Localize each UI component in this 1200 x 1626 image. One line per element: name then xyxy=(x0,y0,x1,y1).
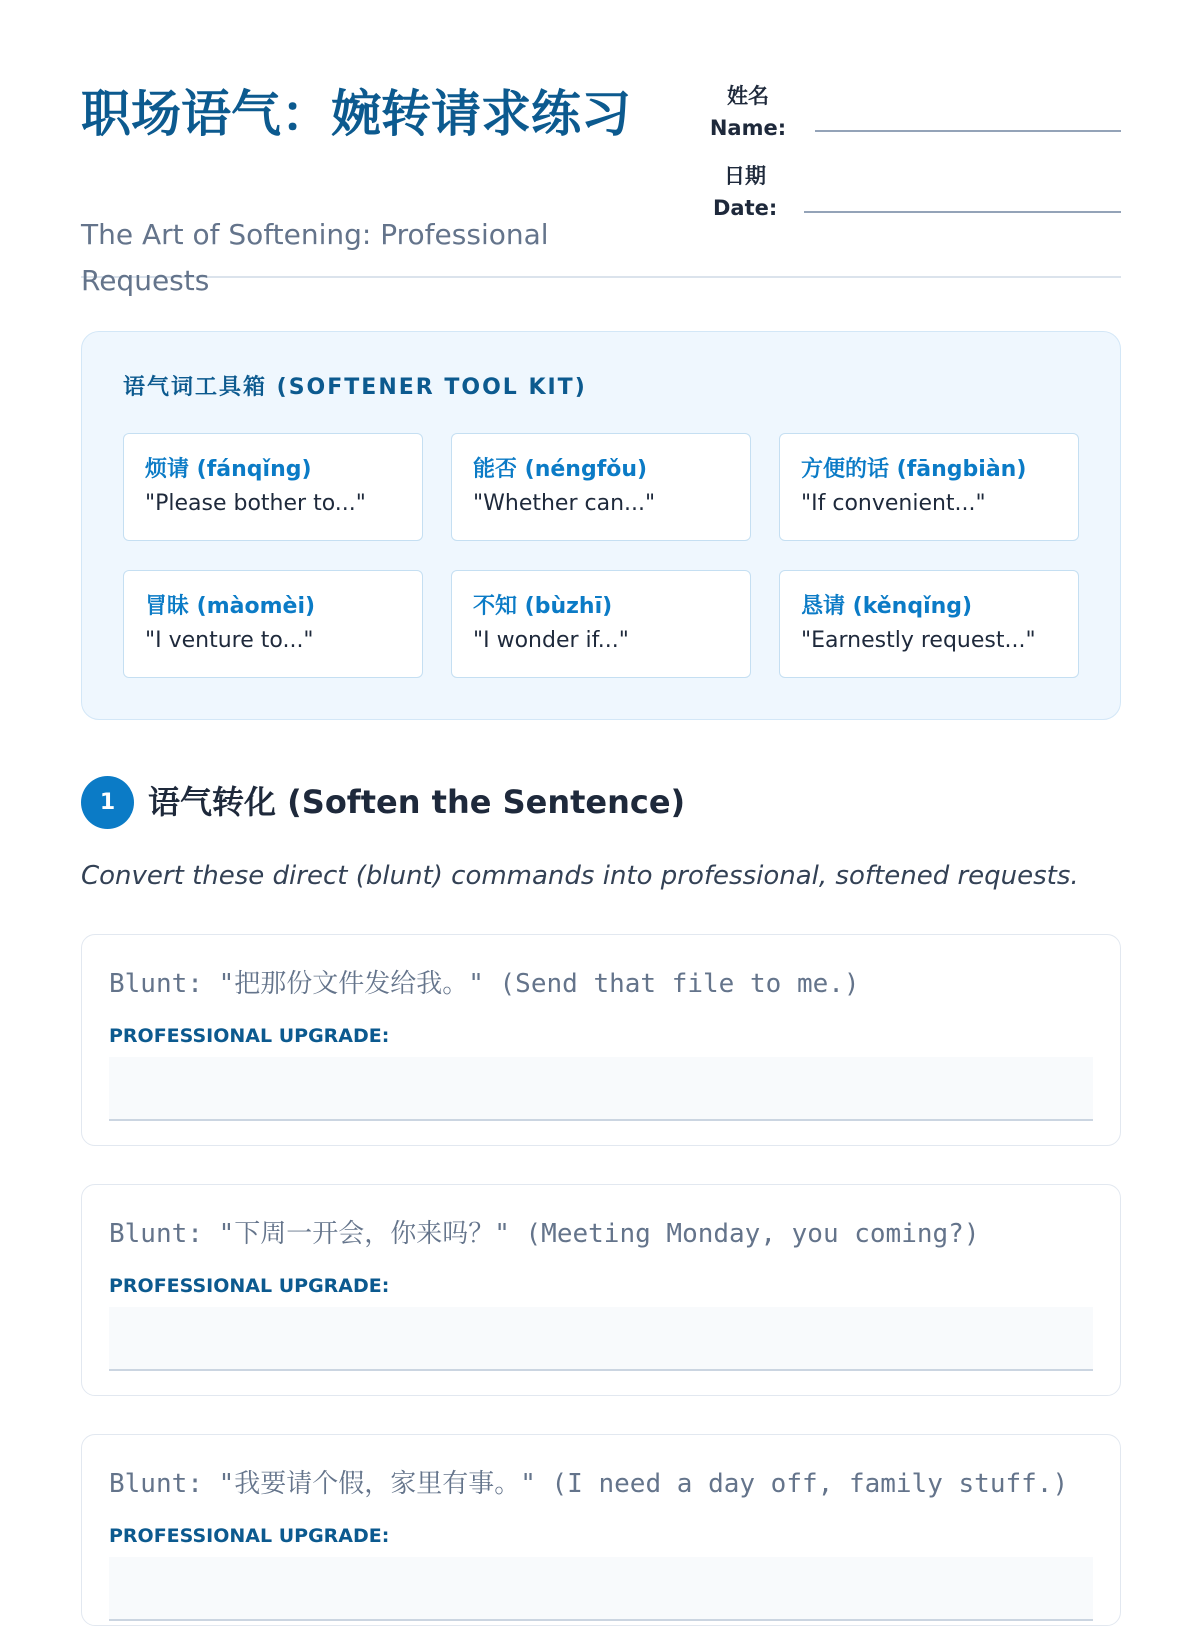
term-meaning: "I venture to..." xyxy=(145,628,314,653)
date-label xyxy=(713,160,777,224)
term-word: 烦请 (fánqǐng) xyxy=(145,457,312,482)
answer-input[interactable] xyxy=(109,1307,1093,1371)
name-label-en: Name: xyxy=(709,116,787,140)
exercise-card xyxy=(81,1184,1121,1396)
date-label-zh: 日期 xyxy=(724,164,766,188)
term-word: 恳请 (kěnqǐng) xyxy=(801,594,973,619)
term-meaning: "Earnestly request..." xyxy=(801,628,1036,653)
section-number-badge: 1 xyxy=(81,776,134,829)
blunt-sentence: Blunt: "下周一开会，你来吗？" (Meeting Monday, you coming?) xyxy=(109,1219,980,1249)
softener-toolkit xyxy=(81,331,1121,720)
toolkit-term-card xyxy=(123,570,423,678)
toolkit-term-card xyxy=(451,433,751,541)
exercise-card xyxy=(81,934,1121,1146)
date-input-line[interactable] xyxy=(804,211,1121,213)
answer-input[interactable] xyxy=(109,1057,1093,1121)
name-label-zh: 姓名 xyxy=(727,84,769,108)
term-meaning: "I wonder if..." xyxy=(473,628,629,653)
term-meaning: "Please bother to..." xyxy=(145,491,366,516)
toolkit-title: 语气词工具箱 (SOFTENER TOOL KIT) xyxy=(123,375,587,400)
section-title: 语气转化 (Soften the Sentence) xyxy=(148,783,686,821)
name-label xyxy=(709,80,787,144)
worksheet-header xyxy=(81,80,1121,297)
section-instruction: Convert these direct (blunt) commands into professional, softened requests. xyxy=(81,861,1079,891)
toolkit-term-card xyxy=(779,433,1079,541)
blunt-sentence: Blunt: "我要请个假，家里有事。" (I need a day off, family stuff.) xyxy=(109,1469,1069,1499)
answer-input[interactable] xyxy=(109,1557,1093,1621)
upgrade-label: PROFESSIONAL UPGRADE: xyxy=(109,1025,390,1047)
blunt-sentence: Blunt: "把那份文件发给我。" (Send that file to me.) xyxy=(109,969,860,999)
upgrade-label: PROFESSIONAL UPGRADE: xyxy=(109,1525,390,1547)
exercise-card xyxy=(81,1434,1121,1626)
page-title: 职场语气：婉转请求练习 xyxy=(81,85,631,143)
name-input-line[interactable] xyxy=(815,130,1121,132)
term-word: 不知 (bùzhī) xyxy=(473,594,613,619)
term-word: 冒昧 (màomèi) xyxy=(145,594,316,619)
toolkit-term-card xyxy=(123,433,423,541)
toolkit-term-card xyxy=(451,570,751,678)
date-label-en: Date: xyxy=(713,196,778,220)
page-subtitle: The Art of Softening: Professional Requests xyxy=(81,218,549,297)
term-meaning: "Whether can..." xyxy=(473,491,656,516)
upgrade-label: PROFESSIONAL UPGRADE: xyxy=(109,1275,390,1297)
term-word: 方便的话 (fāngbiàn) xyxy=(801,457,1027,482)
toolkit-term-card xyxy=(779,570,1079,678)
term-meaning: "If convenient..." xyxy=(801,491,986,516)
term-word: 能否 (néngfǒu) xyxy=(473,457,648,482)
